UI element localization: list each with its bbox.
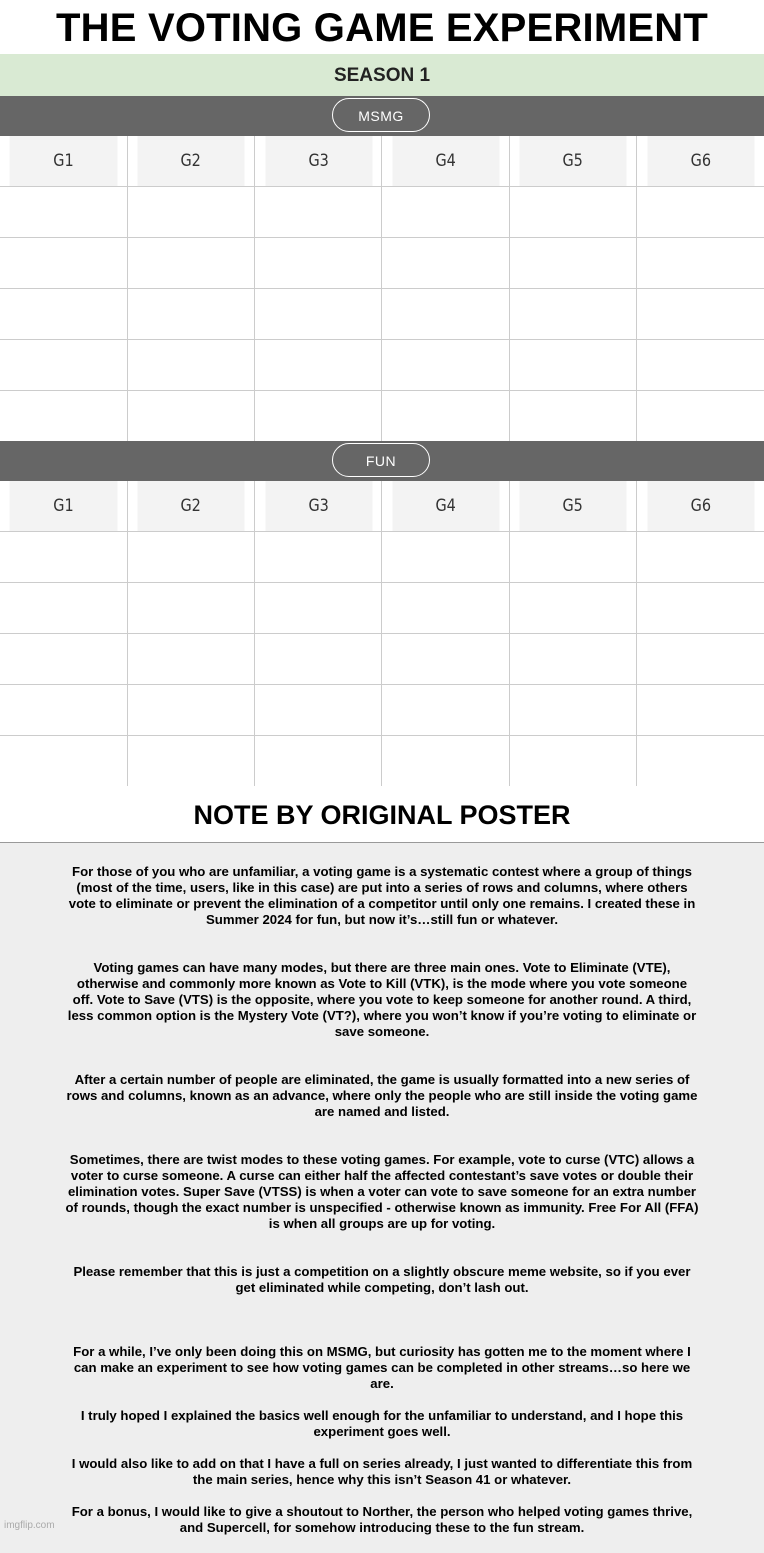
grid-cell [637,634,764,685]
grid-cell [127,685,254,736]
table-row [0,187,764,238]
note-paragraph: Please remember that this is just a competition on a slightly obscure meme website, so if you ever get eliminated while competing, don’t lash out. [73,1264,691,1295]
column-header: G3 [264,136,372,187]
table-row [0,238,764,289]
grid-cell [127,238,254,289]
note-paragraph: For those of you who are unfamiliar, a voting game is a systematic contest where a group of things (most of the time, users, like in this case) are put into a series of rows and columns, where others vote to eliminate or prevent the elimination of a competitor until only one remains. I created these in Summer 2024 for fun, but now it’s…still fun or whatever. [68,864,696,927]
column-header: G4 [392,481,500,532]
column-header: G1 [10,481,118,532]
page-title: THE VOTING GAME EXPERIMENT [56,6,708,50]
grid-cell [637,685,764,736]
grid-cell [0,391,127,442]
column-header: G5 [519,481,627,532]
grid-cell [382,238,509,289]
grid-cell [509,391,636,442]
note-paragraph: Sometimes, there are twist modes to these voting games. For example, vote to curse (VTC) allows a voter to curse someone. A curse can either half the affected contestant’s save votes or double their elimination votes. Super Save (VTSS) is when a voter can vote to save someone for an extra number of rounds, though the exact number is unspecified - otherwise known as immunity. Free For All (FFA) is when all groups are up for voting. [65,1152,699,1231]
table-row [0,532,764,583]
table-row [0,583,764,634]
note-heading: NOTE BY ORIGINAL POSTER [0,786,764,843]
grid-cell [0,736,127,787]
grid-cell [509,583,636,634]
grid-cell [637,238,764,289]
section-bar-msmg [0,96,764,136]
note-paragraph: After a certain number of people are eliminated, the game is usually formatted into a new series of rows and columns, known as an advance, where only the people who are still inside the voting game are named and listed. [66,1072,698,1119]
grid-cell [382,187,509,238]
grid-cell [637,736,764,787]
grid-header-row [0,481,764,532]
note-paragraph: I truly hoped I explained the basics well enough for the unfamiliar to understand, and I hope this experiment goes well. [80,1408,684,1439]
season-banner: SEASON 1 [0,54,764,96]
grid-cell [637,583,764,634]
grid-cell [127,187,254,238]
grid-cell [382,685,509,736]
section-pill-msmg: MSMG [332,98,430,132]
grid-cell [509,532,636,583]
grid-cell [637,187,764,238]
note-paragraph: For a bonus, I would like to give a shoutout to Norther, the person who helped voting games thrive, and Supercell, for somehow introducing these to the fun stream. [71,1504,693,1535]
fun-grid [0,481,764,786]
table-row [0,340,764,391]
grid-cell [0,238,127,289]
column-header: G5 [519,136,627,187]
column-header: G1 [10,136,118,187]
msmg-grid [0,136,764,441]
column-header: G6 [646,136,754,187]
table-row [0,634,764,685]
grid-cell [382,634,509,685]
grid-cell [382,583,509,634]
grid-cell [255,634,382,685]
table-row [0,736,764,787]
note-paragraph: For a while, I’ve only been doing this on MSMG, but curiosity has gotten me to the moment where I can make an experiment to see how voting games can be completed in other streams…so here we are. [73,1344,691,1391]
grid-cell [255,583,382,634]
grid-cell [637,391,764,442]
section-bar-fun [0,441,764,481]
column-header: G2 [137,136,245,187]
grid-cell [382,532,509,583]
grid-cell [255,187,382,238]
grid-cell [509,685,636,736]
grid-cell [509,289,636,340]
watermark-text: imgflip.com [4,1520,55,1531]
grid-cell [382,289,509,340]
table-row [0,685,764,736]
grid-cell [382,736,509,787]
grid-cell [509,238,636,289]
grid-cell [255,736,382,787]
column-header: G6 [646,481,754,532]
grid-cell [255,391,382,442]
column-header: G4 [392,136,500,187]
grid-cell [127,289,254,340]
note-body [0,843,764,1553]
column-header: G3 [264,481,372,532]
grid-cell [0,685,127,736]
grid-cell [127,736,254,787]
grid-cell [127,583,254,634]
grid-cell [127,532,254,583]
grid-cell [637,532,764,583]
grid-cell [509,340,636,391]
column-header: G2 [137,481,245,532]
grid-cell [382,340,509,391]
grid-cell [0,187,127,238]
grid-cell [637,289,764,340]
grid-cell [382,391,509,442]
grid-cell [127,340,254,391]
grid-cell [127,391,254,442]
grid-cell [0,634,127,685]
grid-cell [509,736,636,787]
grid-cell [255,685,382,736]
grid-cell [637,340,764,391]
grid-cell [0,340,127,391]
table-row [0,391,764,442]
note-paragraph: I would also like to add on that I have a full on series already, I just wanted to differentiate this from the main series, hence why this isn’t Season 41 or whatever. [71,1456,693,1487]
grid-cell [255,532,382,583]
grid-cell [0,289,127,340]
table-row [0,289,764,340]
grid-cell [255,340,382,391]
grid-cell [0,583,127,634]
grid-cell [509,187,636,238]
grid-cell [509,634,636,685]
grid-cell [127,634,254,685]
section-pill-fun: FUN [332,443,430,477]
grid-cell [255,238,382,289]
grid-header-row [0,136,764,187]
grid-cell [255,289,382,340]
note-paragraph: Voting games can have many modes, but there are three main ones. Vote to Eliminate (VTE), otherwise and commonly more known as Vote to Kill (VTK), is the mode where you vote someone off. Vote to Save (VTS) is the opposite, where you vote to keep someone for another round. A third, less common option is the Mystery Vote (VT?), where you won’t know if you’re voting to eliminate or save someone. [67,960,697,1039]
grid-cell [0,532,127,583]
